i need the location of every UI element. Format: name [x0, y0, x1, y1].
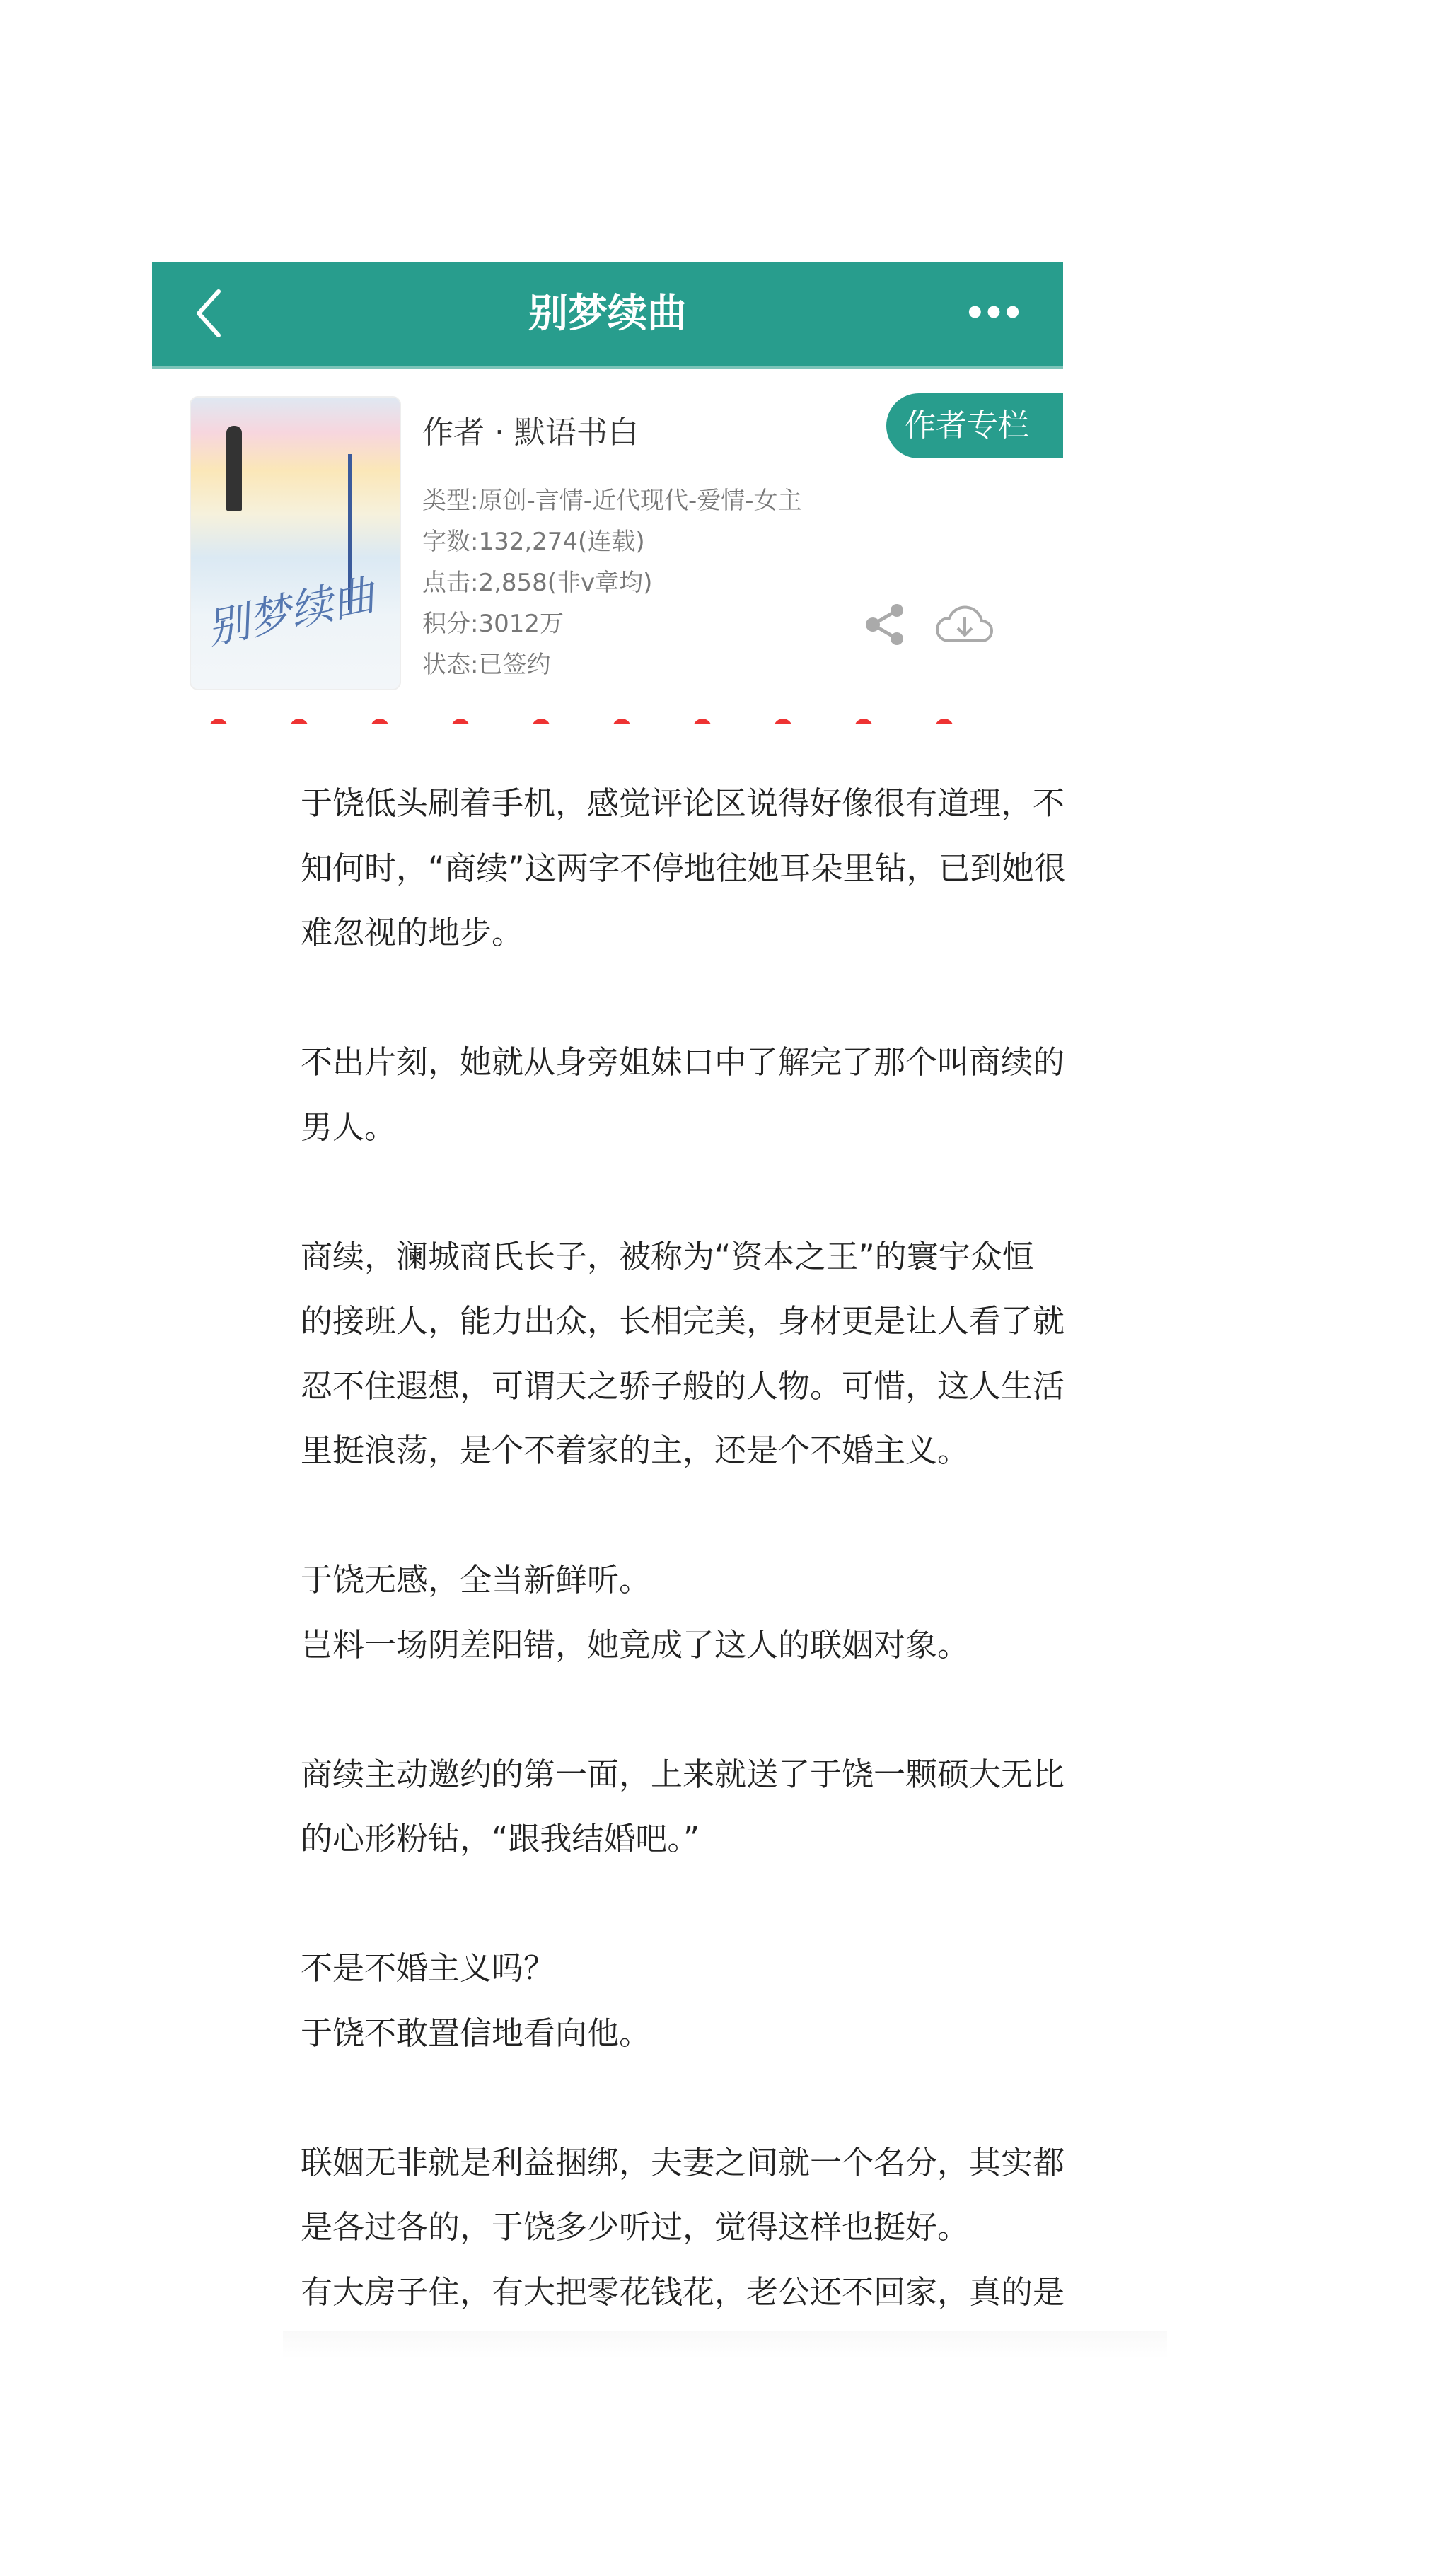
divider-dot	[290, 719, 308, 737]
book-cover[interactable]	[190, 396, 401, 690]
content-line: 难忽视的地步。	[301, 914, 524, 951]
content-line: 不是不婚主义吗？	[301, 1949, 556, 1987]
divider-dot	[854, 719, 873, 737]
content-line: 的接班人，能力出众，长相完美，身材更是让人看了就	[301, 1302, 1065, 1340]
divider-dot	[693, 719, 712, 737]
book-word-count: 字数:132,274(连载)	[422, 528, 645, 556]
content-line: 男人。	[301, 1108, 397, 1146]
divider-dot	[774, 719, 792, 737]
cloud-download-icon[interactable]	[935, 600, 993, 648]
content-line	[301, 1159, 1135, 1224]
content-line	[301, 2065, 1135, 2130]
author-column-button[interactable]: 作者专栏	[886, 393, 1063, 458]
divider-dot	[209, 719, 228, 737]
content-line: 商续，澜城商氏长子，被称为“资本之王”的寰宇众恒	[301, 1237, 1034, 1275]
content-line: 里挺浪荡，是个不着家的主，还是个不婚主义。	[301, 1432, 970, 1469]
content-line: 于饶低头刷着手机，感觉评论区说得好像很有道理，不	[301, 784, 1065, 822]
content-line: 忍不住遐想，可谓天之骄子般的人物。可惜，这人生活	[301, 1367, 1065, 1405]
divider-dot	[613, 719, 631, 737]
book-genre: 类型:原创-言情-近代现代-爱情-女主	[422, 487, 802, 515]
content-line: 有大房子住，有大把零花钱花，老公还不回家，真的是	[301, 2273, 1065, 2311]
cover-title-art: 别梦续曲	[202, 570, 379, 655]
top-nav-bar	[152, 262, 1063, 369]
content-line: 联姻无非就是利益捆绑，夫妻之间就一个名分，其实都	[301, 2143, 1065, 2181]
page-title: 别梦续曲	[528, 291, 687, 337]
chapter-content	[301, 771, 1135, 2324]
content-fade	[283, 2331, 1167, 2359]
content-line	[301, 1872, 1135, 1937]
share-icon[interactable]	[864, 603, 907, 646]
divider-dot	[532, 719, 550, 737]
more-dots-icon[interactable]: •••	[963, 294, 1021, 333]
content-line: 的心形粉钻，“跟我结婚吧。”	[301, 1820, 700, 1857]
book-status: 状态:已签约	[422, 651, 551, 679]
content-line: 不出片刻，她就从身旁姐妹口中了解完了那个叫商续的	[301, 1043, 1065, 1081]
book-clicks: 点击:2,858(非v章均)	[422, 569, 653, 597]
divider-dot	[371, 719, 389, 737]
content-line	[301, 1483, 1135, 1548]
content-line: 商续主动邀约的第一面，上来就送了于饶一颗硕大无比	[301, 1755, 1065, 1793]
book-score: 积分:3012万	[422, 610, 564, 638]
divider-dot	[935, 719, 953, 737]
content-line: 于饶无感，全当新鲜听。	[301, 1561, 651, 1599]
content-line: 是各过各的，于饶多少听过，觉得这样也挺好。	[301, 2208, 970, 2246]
content-line: 于饶不敢置信地看向他。	[301, 2014, 651, 2052]
content-line: 岂料一场阴差阳错，她竟成了这人的联姻对象。	[301, 1625, 970, 1664]
divider-dot	[451, 719, 470, 737]
author-name[interactable]: 作者 · 默语书白	[422, 414, 639, 451]
content-line: 知何时，“商续”这两字不停地往她耳朵里钻，已到她很	[301, 849, 1066, 887]
content-line	[301, 1677, 1135, 1742]
content-line	[301, 965, 1135, 1031]
